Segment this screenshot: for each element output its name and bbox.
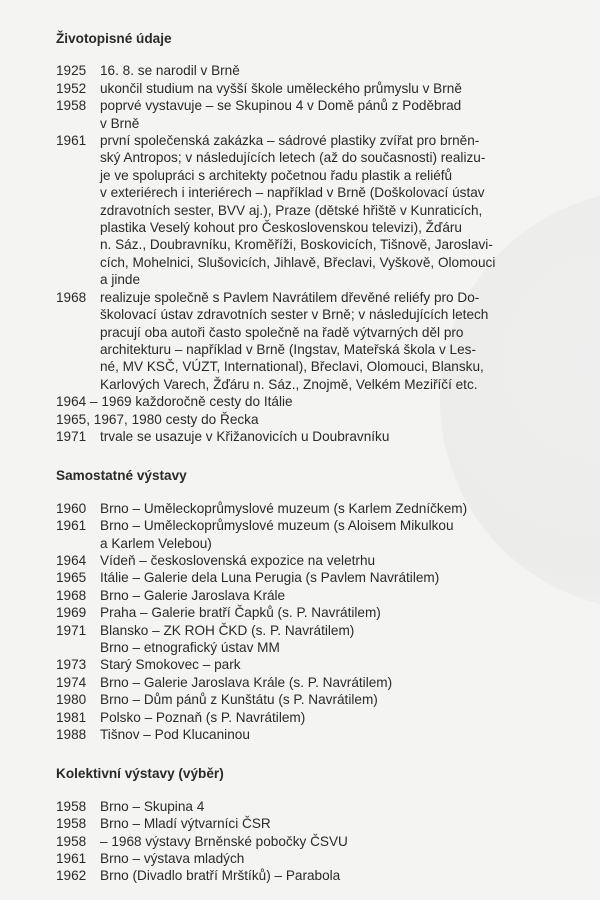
entry-text-line: a jinde: [100, 272, 141, 288]
entry-text-line: Karlových Varech, Žďáru n. Sáz., Znojmě, Velkém Meziříčí etc.: [100, 376, 478, 392]
entry-text-line: zdravotních sester, BVV aj.), Praze (dětské hřiště v Kunraticích,: [100, 202, 483, 218]
entry-text: [100, 850, 586, 867]
entry-text-line: je ve spolupráci s architekty početnou řadu plastik a reliéfů: [100, 167, 453, 183]
entry-text: [100, 656, 586, 673]
entry-row: [56, 132, 586, 289]
entry-year: 1962: [56, 868, 87, 884]
entry-text: [100, 80, 586, 97]
entry-year: 1960: [56, 500, 87, 516]
entry-text-line: Brno – Galerie Jaroslava Krále: [100, 587, 286, 603]
entry-year: 1971: [56, 428, 87, 444]
entry-text: [100, 552, 586, 569]
entry-text-line: ský Antropos; v následujících letech (až do současnosti) realizu-: [100, 150, 486, 166]
entry-year: 1968: [56, 289, 87, 305]
entry-text: [100, 500, 586, 517]
entry-row: [56, 691, 586, 708]
entry-text-line: školovací ústav zdravotních sester v Brně; v následujících letech: [100, 307, 489, 323]
entry-text-line: Itálie – Galerie dela Luna Perugia (s Pavlem Navrátilem): [100, 570, 440, 586]
entry-text-line: Brno – Dům pánů z Kunštátu (s P. Navrátilem): [100, 692, 378, 708]
entry-text-line: realizuje společně s Pavlem Navrátilem dřevěné reliéfy pro Do-: [100, 289, 480, 305]
entry-text: [100, 289, 586, 393]
entry-text-line: Brno – Uměleckoprůmyslové muzeum (s Aloisem Mikulkou: [100, 518, 454, 534]
entry-text-line: Brno – Uměleckoprůmyslové muzeum (s Karlem Zedníčkem): [100, 500, 468, 516]
entry-text-line: a Karlem Velebou): [100, 535, 212, 551]
entry-text-line: Brno – Skupina 4: [100, 798, 205, 814]
entry-text-line: architekturu – například v Brně (Ingstav, Mateřská škola v Les-: [100, 341, 477, 357]
entry-year: 1974: [56, 674, 87, 690]
section-title-group-exhibitions: Kolektivní výstavy (výběr): [56, 766, 224, 782]
entry-text: [100, 517, 586, 552]
section-group-exhibitions: [56, 765, 586, 884]
entry-row: [56, 867, 586, 884]
entry-text-line: né, MV KSČ, VÚZT, International), Břeclavi, Olomouci, Blansku,: [100, 359, 484, 375]
entry-text: [100, 569, 586, 586]
document-content: [56, 30, 586, 885]
entry-text-line: cích, Mohelnici, Slušovicích, Jihlavě, Břeclavi, Vyškově, Olomouci: [100, 254, 496, 270]
entry-text-line: Blansko – ZK ROH ČKD (s. P. Navrátilem): [100, 622, 355, 638]
entry-text-line: plastika Veselý kohout pro Československou televizi), Žďáru: [100, 220, 462, 236]
entry-year: 1925: [56, 63, 87, 79]
entry-year: 1961: [56, 518, 87, 534]
solo-exhibition-entries: [56, 500, 586, 744]
entry-row: [56, 500, 586, 517]
entry-row: [56, 850, 586, 867]
entry-row: [56, 517, 586, 552]
biography-entries: [56, 62, 586, 445]
entry-text: [100, 726, 586, 743]
entry-row: [56, 411, 586, 428]
entry-year: 1980: [56, 692, 87, 708]
entry-text-line: Tišnov – Pod Klucaninou: [100, 727, 250, 743]
entry-text: [56, 411, 586, 428]
entry-row: [56, 726, 586, 743]
entry-text: [100, 867, 586, 884]
entry-year: 1973: [56, 657, 87, 673]
entry-text-line: Vídeň – československá expozice na veletrhu: [100, 552, 376, 568]
entry-text-line: Brno – Mladí výtvarníci ČSR: [100, 816, 271, 832]
entry-text: [100, 587, 586, 604]
entry-text-line: Starý Smokovec – park: [100, 657, 241, 673]
entry-text: [100, 622, 586, 657]
entry-text-line: Brno – Galerie Jaroslava Krále (s. P. Navrátilem): [100, 674, 393, 690]
entry-text-line: Polsko – Poznaň (s P. Navrátilem): [100, 709, 306, 725]
entry-year: 1964: [56, 552, 87, 568]
entry-text: [100, 798, 586, 815]
entry-row: [56, 289, 586, 393]
entry-text-line: ukončil studium na vyšší škole uměleckého průmyslu v Brně: [100, 80, 462, 96]
entry-year: 1971: [56, 622, 87, 638]
entry-text-line: Praha – Galerie bratří Čapků (s. P. Navrátilem): [100, 605, 381, 621]
entry-row: [56, 622, 586, 657]
entry-text: [100, 428, 586, 445]
entry-year: 1961: [56, 851, 87, 867]
entry-row: [56, 97, 586, 132]
entry-row: [56, 393, 586, 410]
entry-text-line: v Brně: [100, 115, 140, 131]
entry-text: [100, 62, 586, 79]
entry-row: [56, 815, 586, 832]
section-solo-exhibitions: [56, 467, 586, 743]
entry-row: [56, 552, 586, 569]
section-title-solo-exhibitions: Samostatné výstavy: [56, 468, 187, 484]
entry-row: [56, 428, 586, 445]
entry-row: [56, 604, 586, 621]
entry-text-line: n. Sáz., Doubravníku, Kroměříži, Boskovicích, Tišnově, Jaroslavi-: [100, 237, 493, 253]
entry-row: [56, 833, 586, 850]
entry-text-line: – 1968 výstavy Brněnské pobočky ČSVU: [100, 833, 348, 849]
entry-row: [56, 80, 586, 97]
entry-text-line: poprvé vystavuje – se Skupinou 4 v Domě pánů z Poděbrad: [100, 98, 462, 114]
entry-text: [100, 833, 586, 850]
section-title-biography: Životopisné údaje: [56, 31, 172, 46]
entry-row: [56, 62, 586, 79]
entry-text-line: první společenská zakázka – sádrové plastiky zvířat pro brněn-: [100, 133, 480, 149]
entry-row: [56, 569, 586, 586]
entry-text-line: 1964 – 1969 každoročně cesty do Itálie: [56, 394, 293, 410]
entry-year: 1968: [56, 587, 87, 603]
entry-year: 1958: [56, 833, 87, 849]
section-biography: [56, 30, 586, 445]
group-exhibition-entries: [56, 798, 586, 885]
entry-text-line: 16. 8. se narodil v Brně: [100, 63, 240, 79]
entry-row: [56, 798, 586, 815]
entry-row: [56, 656, 586, 673]
entry-year: 1969: [56, 605, 87, 621]
entry-year: 1961: [56, 133, 87, 149]
entry-year: 1952: [56, 80, 87, 96]
entry-year: 1965: [56, 570, 87, 586]
entry-text-line: 1965, 1967, 1980 cesty do Řecka: [56, 411, 259, 427]
entry-text-line: Brno (Divadlo bratří Mrštíků) – Parabola: [100, 868, 341, 884]
entry-year: 1958: [56, 798, 87, 814]
entry-text: [100, 132, 586, 289]
entry-year: 1958: [56, 816, 87, 832]
entry-text: [56, 393, 586, 410]
entry-text-line: trvale se usazuje v Křižanovicích u Doubravníku: [100, 428, 390, 444]
entry-text-line: Brno – výstava mladých: [100, 851, 245, 867]
entry-text-line: pracují oba autoři často společně na řadě výtvarných děl pro: [100, 324, 464, 340]
entry-year: 1988: [56, 727, 87, 743]
entry-text-line: Brno – etnografický ústav MM: [100, 640, 280, 655]
entry-row: [56, 709, 586, 726]
entry-text: [100, 691, 586, 708]
entry-text-line: v exteriérech i interiérech – například v Brně (Doškolovací ústav: [100, 185, 485, 201]
entry-text: [100, 709, 586, 726]
entry-text: [100, 604, 586, 621]
entry-year: 1958: [56, 98, 87, 114]
entry-year: 1981: [56, 709, 87, 725]
entry-text: [100, 815, 586, 832]
entry-text: [100, 674, 586, 691]
entry-row: [56, 587, 586, 604]
entry-row: [56, 674, 586, 691]
entry-text: [100, 97, 586, 132]
